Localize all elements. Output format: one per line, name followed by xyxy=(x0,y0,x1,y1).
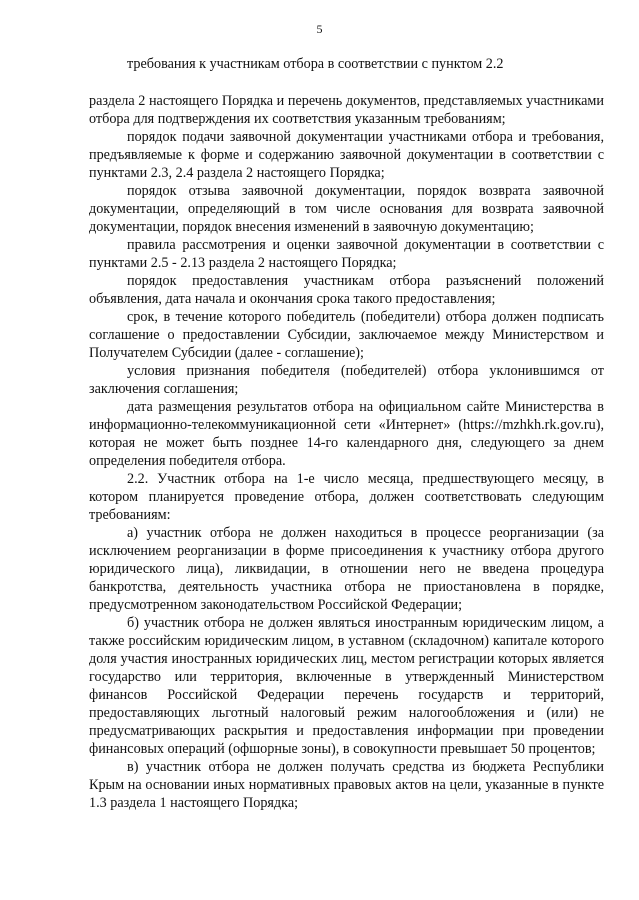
paragraph-submission-procedure: порядок подачи заявочной документации участниками отбора и требования, предъявляемые к форме и содержанию заявочной документации в соответствии с пунктами 2.3, 2.4 раздела 2 настоящего Порядка; xyxy=(89,129,604,181)
paragraph-clause-2-2: 2.2. Участник отбора на 1-е число месяца, предшествующего месяцу, в котором планируется проведение отбора, должен соответствовать следующим требованиям: xyxy=(89,471,604,523)
paragraph-results-publication: дата размещения результатов отбора на официальном сайте Министерства в информационно-телекоммуникационной сети «Интернет» (https://mzhkh.rk.gov.ru), которая не может быть позднее 14-го календарного дня, следующего за днем определения победителя отбора. xyxy=(89,399,604,469)
document-body xyxy=(89,55,604,812)
paragraph-evasion-conditions: условия признания победителя (победителей) отбора уклонившимся от заключения соглашения; xyxy=(89,363,604,397)
paragraph-clarifications: порядок предоставления участникам отбора разъяснений положений объявления, дата начала и окончания срока такого предоставления; xyxy=(89,273,604,307)
paragraph-item-b: б) участник отбора не должен являться иностранным юридическим лицом, а также российским юридическим лицом, в уставном (складочном) капитале которого доля участия иностранных юридических лиц, местом регистрации которых является государство или территория, включенные в утвержденный Министерством финансов Российской Федерации перечень государств и территорий, предоставляющих льготный налоговый режим налогообложения и (или) не предусматривающих раскрытия и предоставления информации при проведении финансовых операций (офшорные зоны), в совокупности превышает 50 процентов; xyxy=(89,615,604,757)
paragraph-item-v: в) участник отбора не должен получать средства из бюджета Республики Крым на основании иных нормативных правовых актов на цели, указанные в пункте 1.3 раздела 1 настоящего Порядка; xyxy=(89,759,604,811)
paragraph-withdrawal-procedure: порядок отзыва заявочной документации, порядок возврата заявочной документации, определяющий в том числе основания для возврата заявочной документации, порядок внесения изменений в заявочную документацию; xyxy=(89,183,604,235)
paragraph-review-rules: правила рассмотрения и оценки заявочной документации в соответствии с пунктами 2.5 - 2.13 раздела 2 настоящего Порядка; xyxy=(89,237,604,271)
page-number: 5 xyxy=(316,22,323,36)
paragraph-requirements-continuation: раздела 2 настоящего Порядка и перечень документов, представляемых участниками отбора для подтверждения их соответствия указанным требованиям; xyxy=(89,93,604,127)
paragraph-requirements-lead: требования к участникам отбора в соответствии с пунктом 2.2 xyxy=(127,56,504,72)
paragraph-signing-term: срок, в течение которого победитель (победители) отбора должен подписать соглашение о предоставлении Субсидии, заключаемое между Министерством и Получателем Субсидии (далее - соглашение); xyxy=(89,309,604,361)
paragraph-item-a: а) участник отбора не должен находиться в процессе реорганизации (за исключением реорганизации в форме присоединения к участнику отбора другого юридического лица), ликвидации, в отношении него не введена процедура банкротства, деятельность участника отбора не приостановлена в порядке, предусмотренном законодательством Российской Федерации; xyxy=(89,525,604,613)
